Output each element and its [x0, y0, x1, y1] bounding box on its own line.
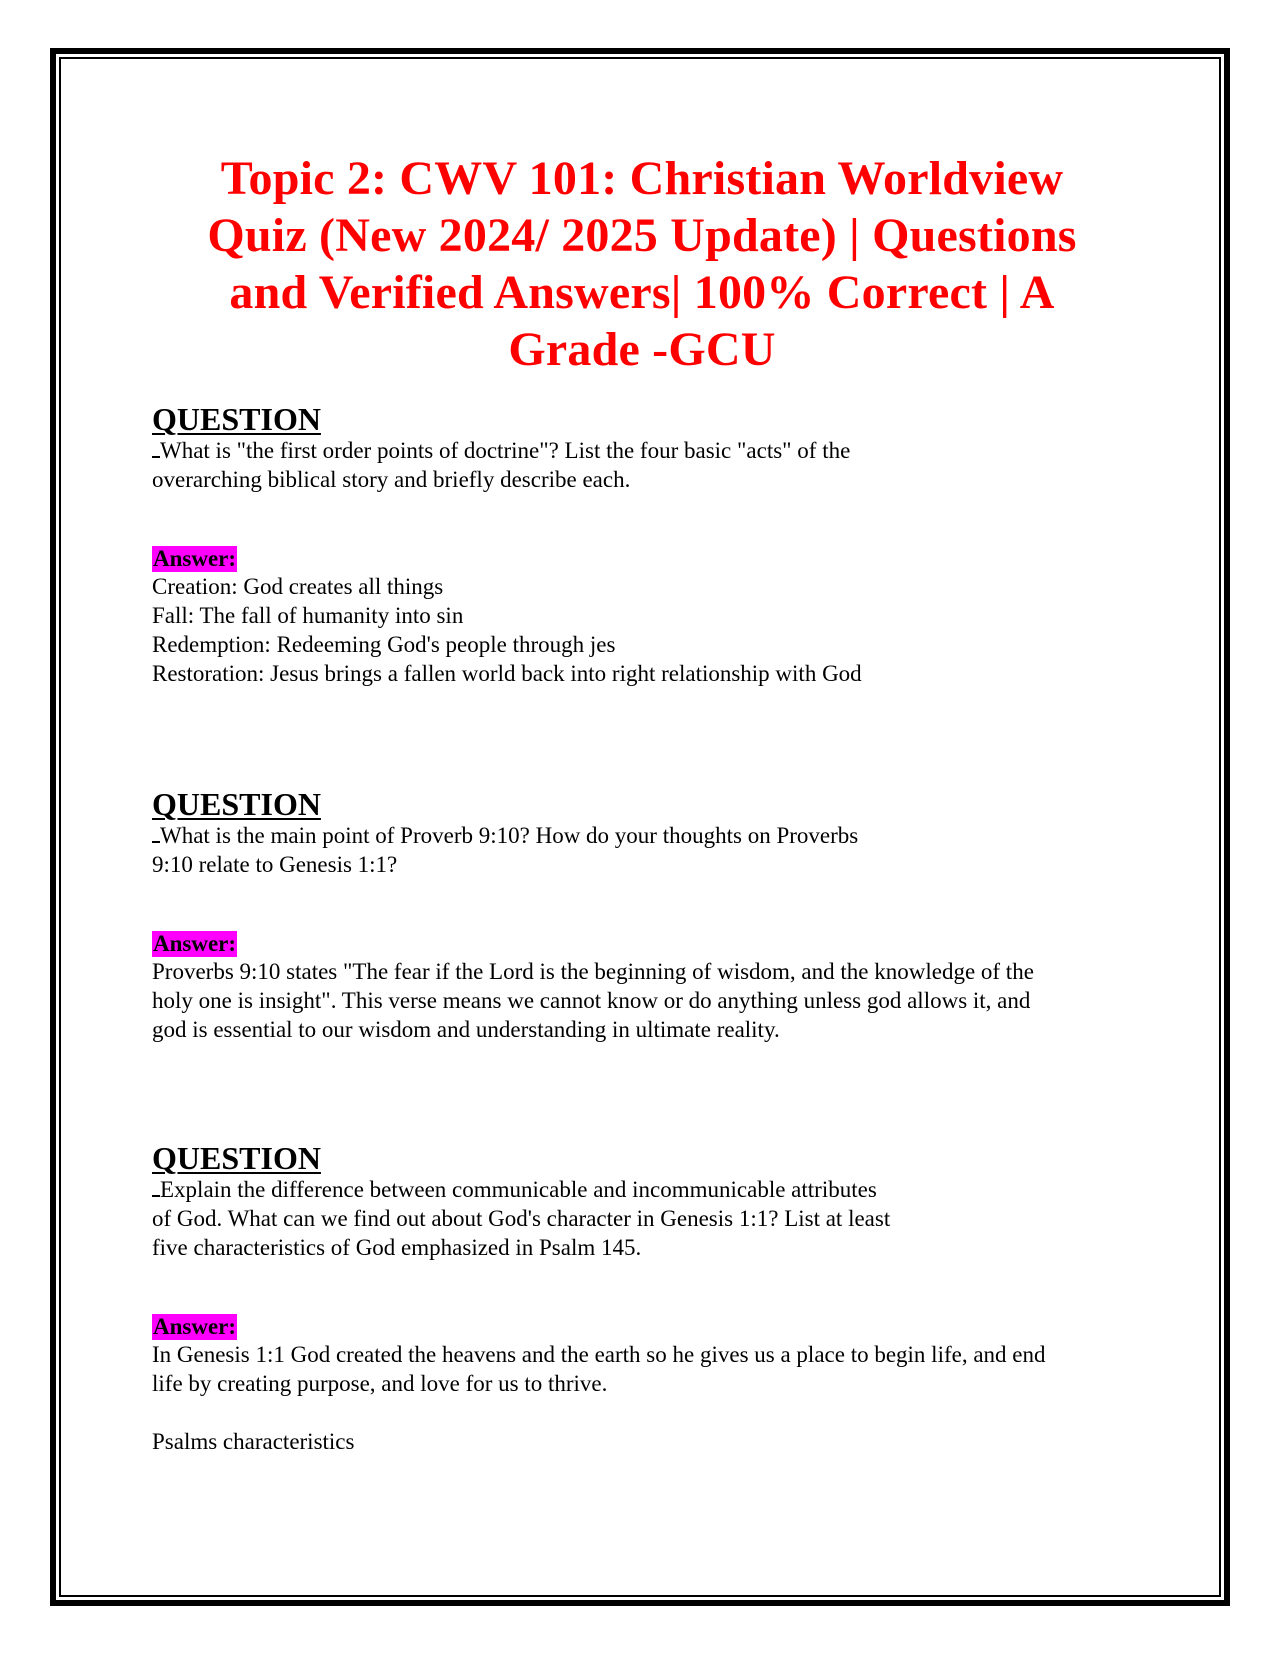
answer-line: Redemption: Redeeming God's people through jes: [152, 632, 616, 657]
question-text: [152, 436, 1132, 494]
question-line: Explain the difference between communicable and incommunicable attributes: [160, 1177, 877, 1202]
answer-line: holy one is insight". This verse means we cannot know or do anything unless god allows it, and: [152, 988, 1031, 1013]
question-line: 9:10 relate to Genesis 1:1?: [152, 852, 398, 877]
question-heading: QUESTION: [152, 401, 321, 437]
answer-label: Answer:: [153, 546, 237, 571]
title-line: Grade -GCU: [508, 323, 776, 376]
blank-line: [152, 1398, 1132, 1427]
question-line: five characteristics of God emphasized in Psalm 145.: [152, 1235, 642, 1260]
qa-block-2: [152, 787, 1132, 1044]
document-title: [132, 150, 1152, 378]
question-heading: QUESTION: [152, 786, 321, 822]
answer-text: [152, 957, 1132, 1044]
title-line: Quiz (New 2024/ 2025 Update) | Questions: [207, 209, 1077, 262]
question-heading: QUESTION: [152, 1140, 321, 1176]
question-line: What is the main point of Proverb 9:10? How do your thoughts on Proverbs: [160, 823, 859, 848]
question-line: of God. What can we find out about God's character in Genesis 1:1? List at least: [152, 1206, 891, 1231]
qa-block-3: [152, 1141, 1132, 1456]
answer-line: life by creating purpose, and love for us to thrive.: [152, 1371, 608, 1396]
underline-mark: [152, 1177, 160, 1197]
title-line: and Verified Answers| 100% Correct | A: [229, 266, 1055, 319]
answer-extra-line: Psalms characteristics: [152, 1429, 355, 1454]
answer-line: Restoration: Jesus brings a fallen world back into right relationship with God: [152, 661, 862, 686]
title-line: Topic 2: CWV 101: Christian Worldview: [220, 152, 1064, 205]
document-body: [152, 150, 1132, 1454]
underline-mark: [152, 438, 160, 458]
answer-label: Answer:: [153, 931, 237, 956]
underline-mark: [152, 823, 160, 843]
answer-text: [152, 1340, 1132, 1456]
question-line: What is "the first order points of doctrine"? List the four basic "acts" of the: [160, 438, 851, 463]
answer-line: Creation: God creates all things: [152, 574, 444, 599]
answer-text: [152, 572, 1132, 688]
answer-line: god is essential to our wisdom and understanding in ultimate reality.: [152, 1017, 780, 1042]
question-text: [152, 1175, 1132, 1262]
answer-line: Fall: The fall of humanity into sin: [152, 603, 464, 628]
question-text: [152, 821, 1132, 879]
qa-block-1: [152, 402, 1132, 688]
question-line: overarching biblical story and briefly describe each.: [152, 467, 631, 492]
answer-line: Proverbs 9:10 states "The fear if the Lord is the beginning of wisdom, and the knowledge of the: [152, 959, 1034, 984]
answer-label: Answer:: [153, 1314, 237, 1339]
answer-line: In Genesis 1:1 God created the heavens and the earth so he gives us a place to begin life, and end: [152, 1342, 1046, 1367]
